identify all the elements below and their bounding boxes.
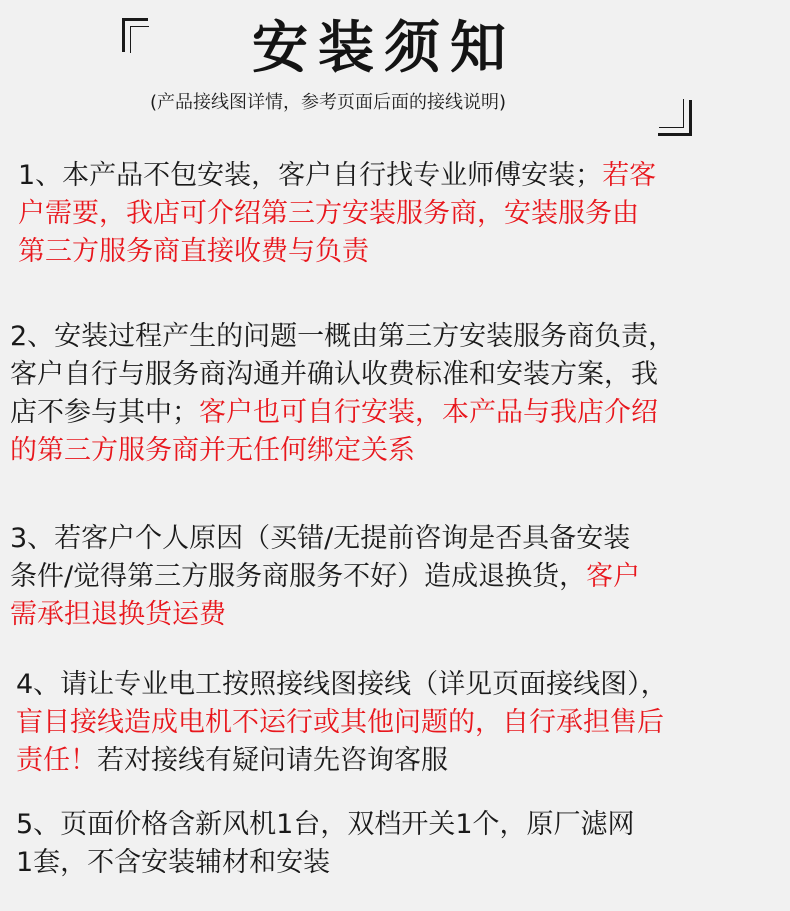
notice-text: 1、本产品不包安装，客户自行找专业师傅安装； bbox=[18, 160, 603, 191]
notice-text: 4、请让专业电工按照接线图接线（详见页面接线图）， bbox=[16, 669, 668, 700]
highlight-text: 的第三方服务商并无任何绑定关系 bbox=[10, 435, 415, 466]
notice-line bbox=[10, 596, 640, 634]
notice-line bbox=[18, 233, 656, 271]
notice-line bbox=[10, 318, 675, 356]
notice-line bbox=[10, 432, 675, 470]
highlight-text: 户需要，我店可介绍第三方安装服务商，安装服务由 bbox=[18, 198, 639, 229]
notice-line bbox=[10, 356, 675, 394]
notice-line bbox=[10, 520, 640, 558]
notice-line bbox=[16, 704, 668, 742]
notice-line bbox=[18, 157, 656, 195]
page-title: 安装须知 bbox=[252, 16, 516, 81]
highlight-text: 客户 bbox=[586, 561, 641, 592]
notice-line bbox=[10, 558, 640, 596]
highlight-text: 需承担退换货运费 bbox=[10, 599, 226, 630]
notice-line bbox=[18, 195, 656, 233]
notice-text: 条件/觉得第三方服务商服务不好）造成退换货， bbox=[10, 561, 587, 592]
notice-line bbox=[16, 666, 668, 704]
notice-text: 店不参与其中； bbox=[10, 397, 199, 428]
highlight-text: 盲目接线造成电机不运行或其他问题的，自行承担售后 bbox=[16, 707, 664, 738]
notice-line bbox=[16, 844, 635, 882]
notice-line bbox=[16, 806, 635, 844]
corner-bracket-bottom-right bbox=[658, 100, 692, 136]
notice-item-2 bbox=[10, 318, 675, 470]
notice-item-4 bbox=[16, 666, 668, 780]
page-subtitle: (产品接线图详情，参考页面后面的接线说明) bbox=[150, 92, 507, 113]
notice-text: 若对接线有疑问请先咨询客服 bbox=[97, 745, 448, 776]
notice-text: 2、安装过程产生的问题一概由第三方安装服务商负责， bbox=[10, 321, 676, 352]
notice-line bbox=[10, 394, 675, 432]
highlight-text: 客户也可自行安装，本产品与我店介绍 bbox=[199, 397, 658, 428]
notice-text: 1套，不含安装辅材和安装 bbox=[16, 847, 331, 878]
notice-text: 客户自行与服务商沟通并确认收费标准和安装方案，我 bbox=[10, 359, 658, 390]
highlight-text: 责任！ bbox=[16, 745, 97, 776]
notice-text: 5、页面价格含新风机1台，双档开关1个，原厂滤网 bbox=[16, 809, 635, 840]
notice-item-1 bbox=[18, 157, 656, 271]
notice-item-3 bbox=[10, 520, 640, 634]
notice-text: 3、若客户个人原因（买错/无提前咨询是否具备安装 bbox=[10, 523, 631, 554]
highlight-text: 第三方服务商直接收费与负责 bbox=[18, 236, 369, 267]
highlight-text: 若客 bbox=[602, 160, 657, 191]
notice-line bbox=[16, 742, 668, 780]
notice-item-5 bbox=[16, 806, 635, 882]
